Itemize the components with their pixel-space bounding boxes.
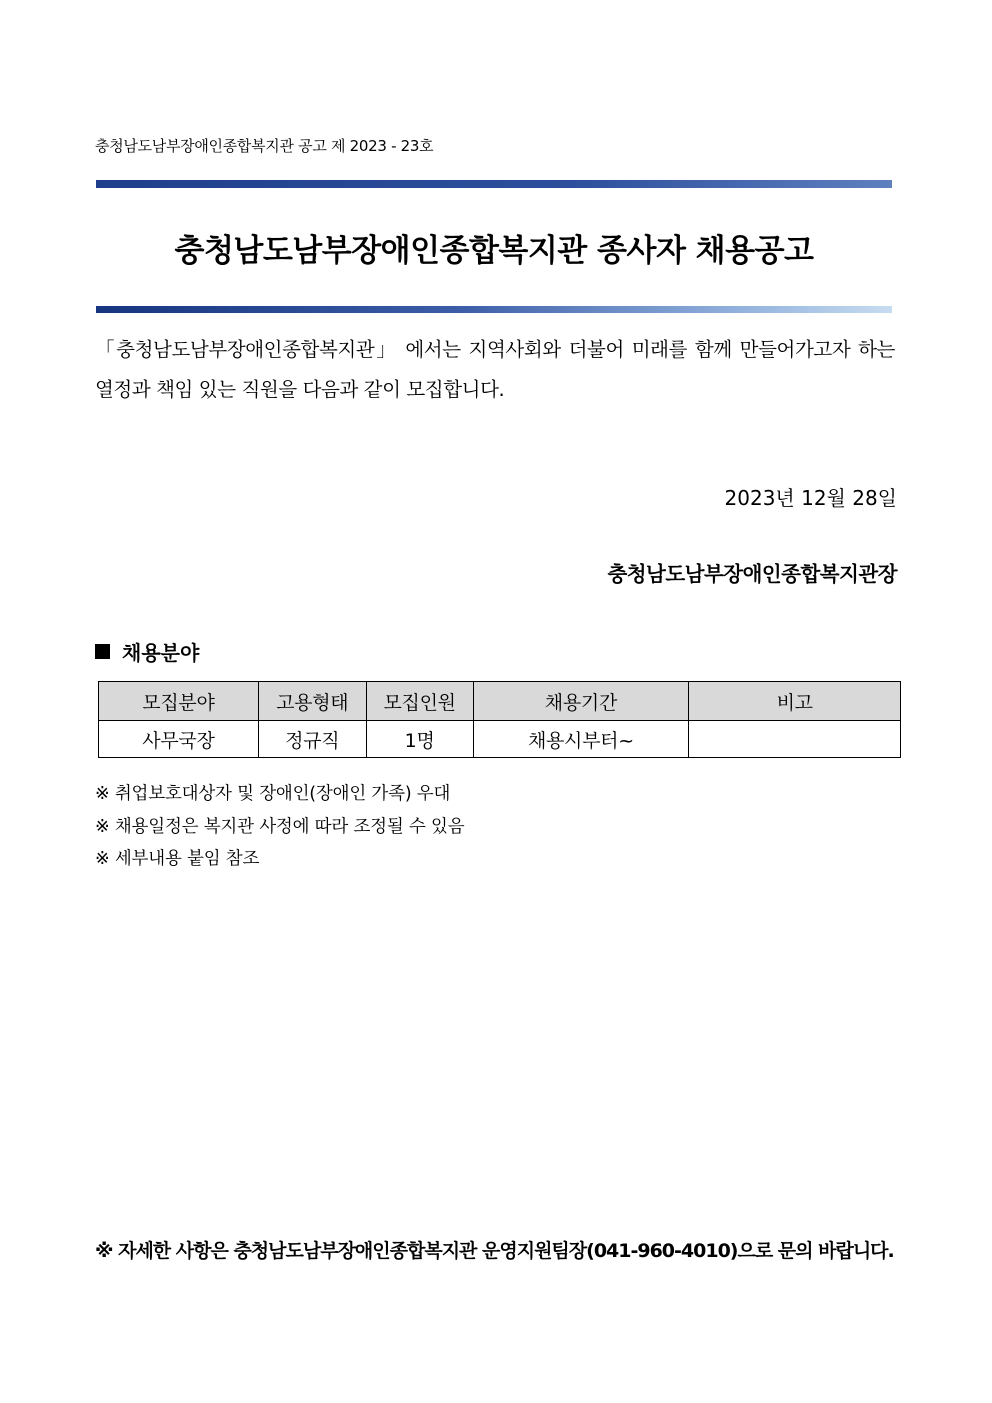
contact-info: ※ 자세한 사항은 충청남도남부장애인종합복지관 운영지원팀장(041-960-4010)으로 문의 바랍니다.: [95, 1240, 894, 1262]
table-header-cell: 고용형태: [258, 682, 366, 721]
table-cell: 사무국장: [99, 721, 259, 758]
table-header-cell: 모집분야: [99, 682, 259, 721]
section-title: 채용분야: [122, 641, 200, 665]
table-header-cell: 비고: [689, 682, 901, 721]
page-title: 충청남도남부장애인종합복지관 종사자 채용공고: [174, 233, 814, 269]
square-bullet-icon: [95, 644, 110, 659]
note-item: ※ 채용일정은 복지관 사정에 따라 조정될 수 있음: [95, 816, 465, 837]
table-header-cell: 채용기간: [473, 682, 689, 721]
note-item: ※ 세부내용 붙임 참조: [95, 849, 260, 869]
table-header-row: [99, 682, 901, 721]
note-item: ※ 취업보호대상자 및 장애인(장애인 가족) 우대: [95, 784, 451, 804]
issuer-name: 충청남도남부장애인종합복지관장: [607, 562, 897, 586]
title-divider: [96, 306, 892, 313]
notice-number: 충청남도남부장애인종합복지관 공고 제 2023 - 23호: [95, 137, 434, 155]
table-cell: [689, 721, 901, 758]
intro-paragraph: 「충청남도남부장애인종합복지관」 에서는 지역사회와 더불어 미래를 함께 만들어가고자 하는 열정과 책임 있는 직원을 다음과 같이 모집합니다.: [95, 338, 895, 401]
table-header-cell: 모집인원: [366, 682, 473, 721]
notes-list: [95, 778, 464, 876]
table-row: [99, 721, 901, 758]
table-cell: 채용시부터~: [473, 721, 689, 758]
recruitment-table: [98, 681, 901, 758]
top-divider: [96, 180, 892, 188]
section-heading: [95, 637, 199, 666]
notice-date: 2023년 12월 28일: [724, 486, 897, 510]
table-cell: 1명: [366, 721, 473, 758]
table-cell: 정규직: [258, 721, 366, 758]
